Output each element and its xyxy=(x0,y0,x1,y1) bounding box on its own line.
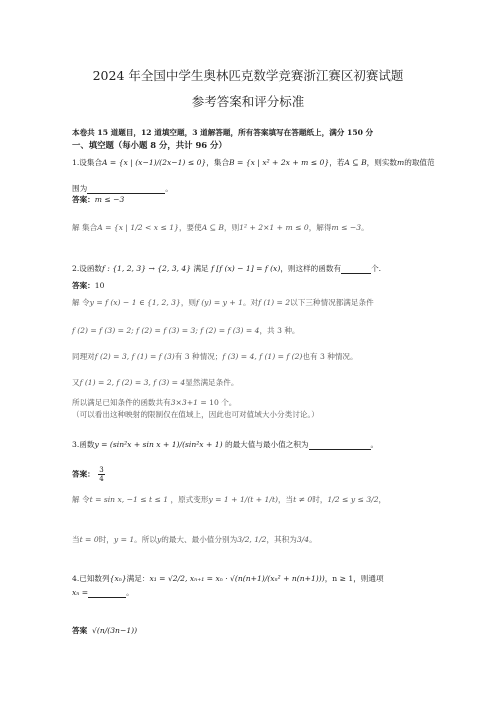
q4-stem-line2: xₙ = 。 xyxy=(72,588,134,597)
q2-solution-1: 解 令y = f (x) − 1 ∈ {1, 2, 3}，则f (y) = y + 1。对f (1) = 2以下三种情况都满足条件 xyxy=(72,298,374,307)
q1-answer: 答案：m ≤ −3 xyxy=(72,195,125,204)
page-subtitle: 参考答案和评分标准 xyxy=(191,94,305,109)
answer-blank xyxy=(87,182,165,194)
page-title: 2024 年全国中学生奥林匹克数学竞赛浙江赛区初赛试题 xyxy=(92,68,404,83)
q3-solution-1: 解 令t = sin x, −1 ≤ t ≤ 1 ，原式变形y = 1 + 1/(t + 1/t)，当t ≠ 0时，1/2 ≤ y ≤ 3/2， xyxy=(72,495,387,504)
q2-solution-3: 同理对f (2) = 3, f (1) = f (3)有 3 种情况；f (3) = 4, f (1) = f (2)也有 3 种情况。 xyxy=(72,352,358,361)
q2-solution-5: 所以满足已知条件的函数共有3×3+1 = 10 个。 xyxy=(72,398,237,407)
q4-stem: 4.已知数列{xₙ}满足：x₁ = √2/2, xₙ₊₁ = xₙ · √(n(n+1)/(xₙ² + n(n+1)))，n ≥ 1，则通项 xyxy=(72,574,384,583)
q4-answer: 答案 √(n/(3n−1)) xyxy=(72,626,138,635)
q3-stem: 3.函数y = (sin²x + sin x + 1)/(sin²x + 1) 的最大值与最小值之积为 。 xyxy=(72,440,379,449)
q2-solution-4: 又f (1) = 2, f (2) = 3, f (3) = 4显然满足条件。 xyxy=(72,378,239,387)
q1-set-b: B = {x | x² + 2x + m ≤ 0} xyxy=(229,158,330,167)
section-heading: 一、填空题（每小题 8 分，共计 96 分） xyxy=(72,140,227,150)
q3-answer: 答案： $\frac{3}{4}$ xyxy=(72,466,104,483)
q3-solution-2: 当t = 0时，y = 1。所以y的最大、最小值分别为3/2, 1/2，其积为3/4。 xyxy=(72,535,317,544)
q1-set-a: A = {x | (x−1)/(2x−1) ≤ 0} xyxy=(102,158,207,167)
q1-solution: 解 集合A = {x | 1/2 < x ≤ 1}，要使A ⊆ B，则1² + 2×1 + m ≤ 0，解得m ≤ −3。 xyxy=(72,223,369,232)
q2-stem: 2.设函数f : {1, 2, 3} → {2, 3, 4} 满足 f [f (x) − 1] = f (x)，则这样的函数有 个. xyxy=(72,264,382,273)
q1-stem-line2: 围为 。 xyxy=(72,184,173,193)
q1-stem: 1.设集合A = {x | (x−1)/(2x−1) ≤ 0}，集合B = {x | x² + 2x + m ≤ 0}，若A ⊆ B，则实数m的取值范 xyxy=(72,158,435,167)
answer-blank xyxy=(88,586,126,598)
q2-answer: 答案：10 xyxy=(72,281,105,290)
answer-fraction: $\frac{3}{4}$ xyxy=(99,466,104,483)
q2-note: （可以看出这种映射的限制仅在值域上，因此也可对值域大小分类讨论。） xyxy=(72,410,319,419)
intro-text: 本卷共 15 道题目，12 道填空题，3 道解答题，所有答案填写在答题纸上，满分 150 分 xyxy=(72,128,374,137)
q4-recurrence: x₁ = √2/2, xₙ₊₁ = xₙ · √(n(n+1)/(xₙ² + n(n+1))) xyxy=(149,574,325,583)
q3-function: y = (sin²x + sin x + 1)/(sin²x + 1) xyxy=(94,440,223,449)
q2-solution-2: f (2) = f (3) = 2; f (2) = f (3) = 3; f (2) = f (3) = 4，共 3 种。 xyxy=(72,326,300,335)
answer-blank xyxy=(341,262,371,274)
answer-blank xyxy=(309,438,371,450)
